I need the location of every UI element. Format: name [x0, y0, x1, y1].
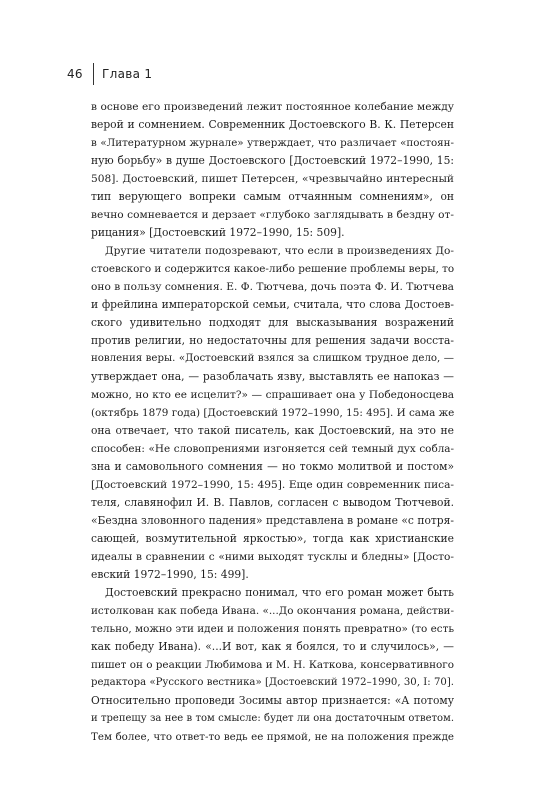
- text-line: она отвечает, что такой писатель, как Достоевский, на это не: [91, 424, 454, 437]
- text-line: можно, но кто ее исцелит?» — спрашивает она у Победоносцева: [91, 389, 454, 401]
- text-line: ную борьбу» в душе Достоевского [Достоевский 1972–1990, 15:: [91, 154, 454, 167]
- text-line: новления веры. «Достоевский взялся за слишком трудное дело, —: [91, 353, 454, 364]
- text-line: вечно сомневается и дерзает «глубоко заглядывать в бездну от-: [91, 209, 454, 221]
- text-line: пишет он о реакции Любимова и М. Н. Каткова, консервативного: [91, 659, 454, 671]
- text-line: сающей, возмутительной яркостью», тогда как христианские: [91, 532, 454, 545]
- text-line: тельно, можно эти идеи и положения понять превратно» (то есть: [91, 623, 454, 635]
- text-line: евский 1972–1990, 15: 499].: [91, 568, 249, 581]
- text-line: идеалы в сравнении с «ними выходят тусклы и бледны» [Досто-: [91, 551, 454, 563]
- text-line: стоевского и содержится какое-либо решение проблемы веры, то: [91, 263, 454, 275]
- text-line: оно в пользу сомнения. Е. Ф. Тютчева, дочь поэта Ф. И. Тютчева: [91, 281, 454, 293]
- text-line: верой и сомнением. Современник Достоевского В. К. Петерсен: [91, 118, 454, 131]
- text-line: истолкован как победа Ивана. «...До окончания романа, действи-: [91, 605, 454, 617]
- text-line: способен: «Не словопрениями изгоняется сей темный дух собла-: [91, 443, 454, 455]
- text-line: в «Литературном журнале» утверждает, что различает «постоян-: [91, 137, 454, 149]
- text-line: тип верующего вопреки самым отчаянным сомнениям», он: [91, 190, 454, 203]
- text-line: (октябрь 1879 года) [Достоевский 1972–1990, 15: 495]. И сама же: [91, 407, 454, 419]
- text-line: ского удивительно подходят для высказывания возражений: [91, 316, 454, 329]
- text-line: против религии, но недостаточны для решения задачи восста-: [91, 334, 454, 347]
- page-number: 46: [67, 67, 83, 81]
- body-text: [91, 98, 454, 746]
- text-line: [Достоевский 1972–1990, 15: 495]. Еще один современник писа-: [91, 479, 454, 491]
- text-line: 508]. Достоевский, пишет Петерсен, «чрезвычайно интересный: [91, 173, 454, 185]
- text-line: утверждает она, — разоблачать язву, выставлять ее напоказ —: [91, 370, 454, 383]
- text-line: зна и самовольного сомнения — но токмо молитвой и постом»: [91, 460, 454, 473]
- header-divider: [93, 63, 94, 85]
- text-line: в основе его произведений лежит постоянное колебание между: [91, 101, 454, 113]
- text-line: и фрейлина императорской семьи, считала, что слова Достоев-: [91, 298, 454, 311]
- text-line: Другие читатели подозревают, что если в произведениях До-: [105, 245, 454, 257]
- text-line: теля, славянофил И. В. Павлов, согласен с выводом Тютчевой.: [91, 496, 454, 509]
- text-line: как победу Ивана). «...И вот, как я боялся, то и случилось», —: [91, 640, 454, 653]
- running-head: [67, 63, 152, 85]
- chapter-title: Глава 1: [102, 67, 153, 81]
- text-line: Относительно проповеди Зосимы автор признается: «А потому: [91, 694, 454, 707]
- text-line: «Бездна зловонного падения» представлена в романе «с потря-: [91, 514, 454, 527]
- text-line: редактора «Русского вестника» [Достоевский 1972–1990, 30, I: 70].: [91, 677, 454, 688]
- text-line: и трепещу за нее в том смысле: будет ли она достаточным ответом.: [91, 713, 454, 724]
- text-line: рицания» [Достоевский 1972–1990, 15: 509].: [91, 226, 345, 239]
- text-line: Тем более, что ответ-то ведь ее прямой, не на положения прежде: [91, 731, 454, 743]
- text-line: Достоевский прекрасно понимал, что его роман может быть: [105, 586, 454, 599]
